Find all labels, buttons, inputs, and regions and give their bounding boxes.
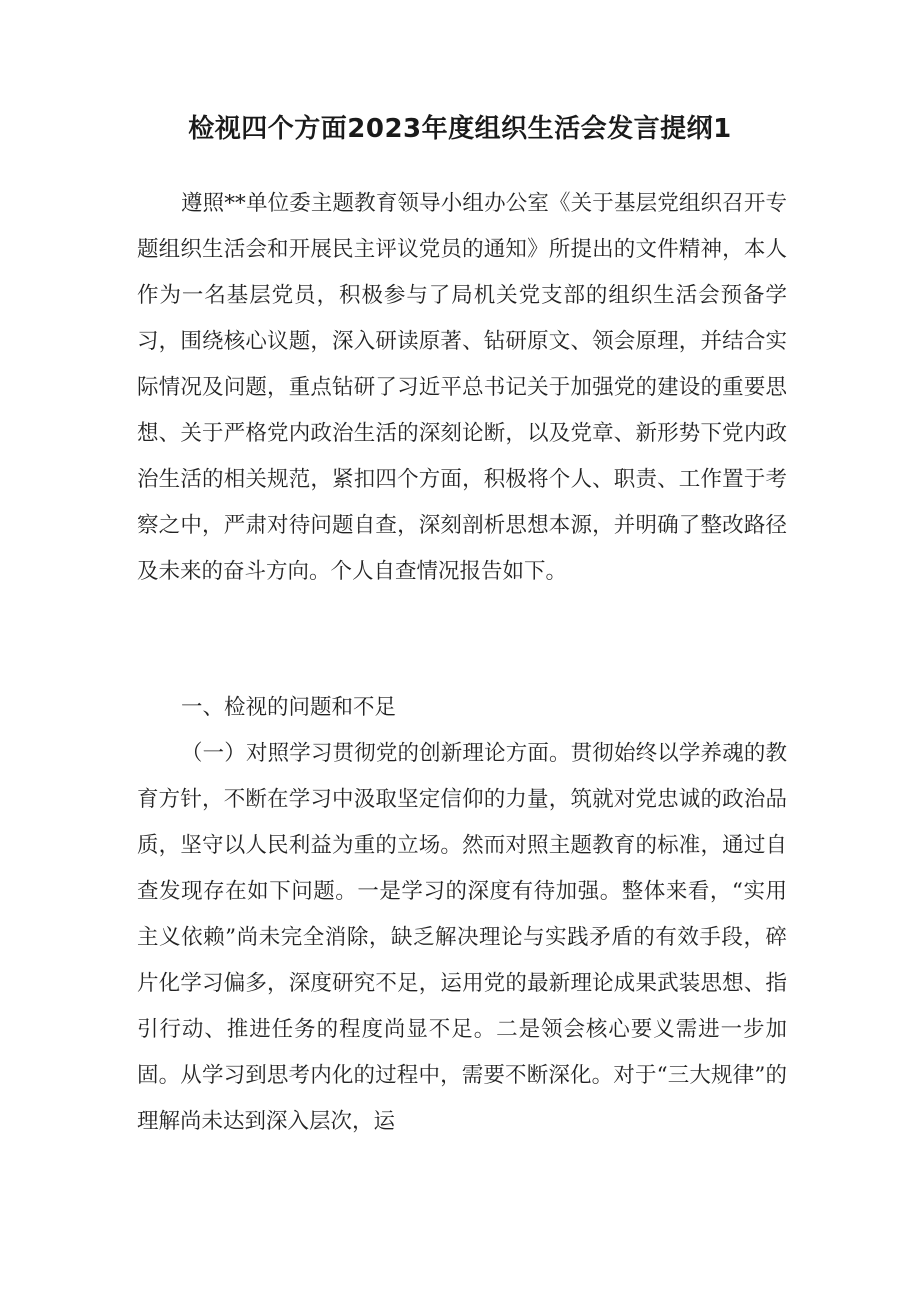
intro-paragraph: 遵照**单位委主题教育领导小组办公室《关于基层党组织召开专题组织生活会和开展民主评议党员的通知》所提出的文件精神，本人作为一名基层党员，积极参与了局机关党支部的组织生活会预备学习，围绕核心议题，深入研读原著、钻研原文、领会原理，并结合实际情况及问题，重点钻研了习近平总书记关于加强党的建设的重要思想、关于严格党内政治生活的深刻论断，以及党章、新形势下党内政治生活的相关规范，紧扣四个方面，积极将个人、职责、工作置于考察之中，严肃对待问题自查，深刻剖析思想本源，并明确了整改路径及未来的奋斗方向。个人自查情况报告如下。 — [137, 191, 787, 584]
document-title: 检视四个方面2023年度组织生活会发言提纲1 — [188, 114, 732, 144]
section-heading: 一、检视的问题和不足 — [181, 695, 397, 720]
section-paragraph: （一）对照学习贯彻党的创新理论方面。贯彻始终以学养魂的教育方针，不断在学习中汲取坚定信仰的力量，筑就对党忠诚的政治品质，坚守以人民利益为重的立场。然而对照主题教育的标准，通过自查发现存在如下问题。一是学习的深度有待加强。整体来看，“实用主义依赖”尚未完全消除，缺乏解决理论与实践矛盾的有效手段，碎片化学习偏多，深度研究不足，运用党的最新理论成果武装思想、指引行动、推进任务的程度尚显不足。二是领会核心要义需进一步加固。从学习到思考内化的过程中，需要不断深化。对于“三大规律”的理解尚未达到深入层次，运 — [137, 741, 787, 1134]
